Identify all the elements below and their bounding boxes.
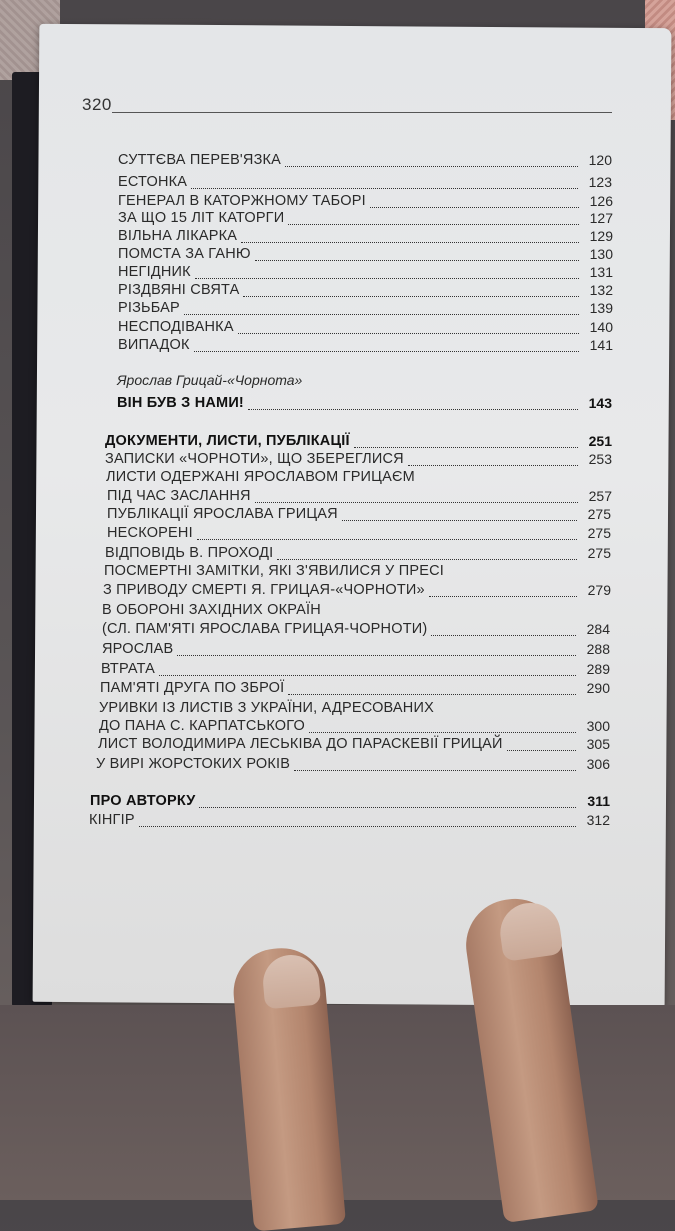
toc-entry-title: ЯРОСЛАВ	[102, 641, 174, 657]
toc-entry	[0, 793, 675, 813]
toc-entry-title: ВІДПОВІДЬ В. ПРОХОДІ	[105, 545, 274, 561]
toc-entry-title: НЕГІДНИК	[118, 264, 191, 280]
toc-leader-dots	[177, 654, 576, 656]
toc-leader-dots	[191, 187, 578, 189]
toc-entry-page: 131	[589, 264, 613, 280]
toc-leader-dots	[248, 408, 578, 410]
toc-leader-dots	[370, 206, 579, 208]
toc-entry	[0, 812, 675, 832]
toc-entry	[0, 641, 675, 661]
toc-entry	[0, 756, 675, 776]
toc-entry-title: ПІД ЧАС ЗАСЛАННЯ	[107, 488, 251, 504]
toc-leader-dots	[195, 277, 579, 279]
toc-entry-title: НЕСПОДІВАНКА	[118, 319, 234, 335]
toc-leader-dots	[241, 241, 579, 243]
toc-leader-dots	[139, 825, 576, 827]
toc-entry-page: 305	[586, 736, 610, 752]
toc-leader-dots	[431, 634, 576, 636]
toc-leader-dots	[354, 446, 578, 448]
toc-entry-page: 126	[589, 193, 613, 209]
toc-entry	[0, 433, 675, 453]
toc-leader-dots	[159, 674, 576, 676]
toc-entry-title: (СЛ. ПАМ'ЯТІ ЯРОСЛАВА ГРИЦАЯ-ЧОРНОТИ)	[102, 621, 428, 637]
toc-entry-title: В ОБОРОНІ ЗАХІДНИХ ОКРАЇН	[102, 602, 321, 618]
toc-entry	[0, 319, 675, 339]
toc-entry	[0, 246, 675, 266]
header-rule	[112, 112, 612, 113]
toc-entry-title: ВІН БУВ З НАМИ!	[117, 395, 244, 411]
toc-leader-dots	[255, 259, 579, 261]
toc-entry-title: ПРО АВТОРКУ	[90, 793, 196, 809]
toc-leader-dots	[285, 165, 578, 167]
toc-entry-title: СУТТЄВА ПЕРЕВ'ЯЗКА	[118, 152, 282, 168]
toc-entry-page: 284	[586, 621, 610, 637]
toc-entry-title: ПОМСТА ЗА ГАНЮ	[118, 246, 251, 262]
toc-leader-dots	[408, 464, 578, 466]
toc-entry-title: У ВИРІ ЖОРСТОКИХ РОКІВ	[96, 756, 291, 772]
toc-leader-dots	[288, 693, 576, 695]
toc-leader-dots	[309, 731, 576, 733]
toc-leader-dots	[243, 295, 579, 297]
toc-leader-dots	[238, 332, 579, 334]
toc-leader-dots	[197, 538, 577, 540]
toc-entry-page: 123	[588, 174, 612, 190]
toc-leader-dots	[294, 769, 576, 771]
toc-entry-page: 279	[587, 582, 611, 598]
toc-leader-dots	[194, 350, 579, 352]
toc-entry	[0, 680, 675, 700]
toc-entry-title: РІЗДВЯНІ СВЯТА	[118, 282, 240, 298]
toc-entry-title: НЕСКОРЕНІ	[107, 525, 193, 541]
toc-entry-page: 141	[589, 337, 613, 353]
toc-entry-page: 127	[589, 210, 613, 226]
toc-entry-page: 130	[589, 246, 613, 262]
toc-entry	[0, 488, 675, 508]
toc-entry-title: ЛИСТ ВОЛОДИМИРА ЛЕСЬКІВА ДО ПАРАСКЕВІЇ ГРИЦАЙ	[98, 736, 503, 752]
toc-entry	[0, 525, 675, 545]
toc-entry	[0, 264, 675, 284]
toc-entry	[0, 210, 675, 230]
toc-entry-page: 312	[586, 812, 610, 828]
toc-entry	[0, 602, 675, 622]
toc-entry-title: ВІЛЬНА ЛІКАРКА	[118, 228, 238, 244]
toc-entry-page: 120	[588, 152, 612, 168]
author-line: Ярослав Грицай-«Чорнота»	[117, 372, 303, 388]
toc-entry	[0, 582, 675, 602]
toc-leader-dots	[199, 806, 576, 808]
toc-entry-title: КІНГІР	[89, 812, 135, 828]
toc-entry-page: 290	[586, 680, 610, 696]
toc-leader-dots	[507, 749, 576, 751]
toc-entry-title: УРИВКИ ІЗ ЛИСТІВ З УКРАЇНИ, АДРЕСОВАНИХ	[99, 700, 434, 716]
toc-entry-page: 275	[587, 506, 611, 522]
toc-entry	[0, 395, 675, 415]
toc-entry	[0, 563, 675, 583]
toc-entry-title: ЗАПИСКИ «ЧОРНОТИ», ЩО ЗБЕРЕГЛИСЯ	[105, 451, 404, 467]
toc-entry-title: ПОСМЕРТНІ ЗАМІТКИ, ЯКІ З'ЯВИЛИСЯ У ПРЕСІ	[104, 563, 444, 579]
toc-entry-title: РІЗЬБАР	[118, 300, 180, 316]
toc-entry	[0, 469, 675, 489]
toc-entry-page: 300	[586, 718, 610, 734]
toc-entry-page: 275	[587, 545, 611, 561]
toc-entry	[0, 661, 675, 681]
toc-entry-title: ВТРАТА	[101, 661, 156, 677]
toc-entry-title: З ПРИВОДУ СМЕРТІ Я. ГРИЦАЯ-«ЧОРНОТИ»	[103, 582, 425, 598]
toc-entry	[0, 282, 675, 302]
toc-entry-page: 288	[586, 641, 610, 657]
toc-entry-title: ЛИСТИ ОДЕРЖАНІ ЯРОСЛАВОМ ГРИЦАЄМ	[106, 469, 415, 485]
toc-entry-page: 311	[587, 793, 610, 809]
toc-entry-title: ДО ПАНА С. КАРПАТСЬКОГО	[99, 718, 305, 734]
toc-entry-title: ПАМ'ЯТІ ДРУГА ПО ЗБРОЇ	[100, 680, 285, 696]
toc-entry	[0, 621, 675, 641]
toc-entry-page: 129	[589, 228, 613, 244]
toc-entry	[0, 228, 675, 248]
page-number: 320	[82, 95, 112, 114]
toc-leader-dots	[342, 519, 577, 521]
toc-entry	[0, 337, 675, 357]
toc-leader-dots	[184, 313, 579, 315]
toc-entry-page: 143	[588, 395, 612, 411]
toc-leader-dots	[277, 558, 577, 560]
toc-entry-title: ДОКУМЕНТИ, ЛИСТИ, ПУБЛІКАЦІЇ	[105, 433, 350, 449]
toc-entry-title: ПУБЛІКАЦІЇ ЯРОСЛАВА ГРИЦАЯ	[107, 506, 338, 522]
toc-entry-page: 140	[589, 319, 613, 335]
toc-entry-page: 139	[589, 300, 613, 316]
toc-entry	[0, 451, 675, 471]
toc-leader-dots	[429, 595, 577, 597]
toc-entry	[0, 300, 675, 320]
toc-entry-page: 253	[588, 451, 612, 467]
toc-entry-page: 275	[587, 525, 611, 541]
toc-leader-dots	[255, 501, 578, 503]
toc-entry	[0, 152, 675, 172]
toc-entry-title: ГЕНЕРАЛ В КАТОРЖНОМУ ТАБОРІ	[118, 193, 366, 209]
toc-entry	[0, 700, 675, 720]
toc-entry-page: 257	[588, 488, 612, 504]
toc-entry-page: 251	[588, 433, 612, 449]
toc-leader-dots	[288, 223, 579, 225]
toc-entry-page: 289	[586, 661, 610, 677]
toc-entry	[0, 545, 675, 565]
toc-entry-title: ЕСТОНКА	[118, 174, 188, 190]
toc-entry-page: 306	[586, 756, 610, 772]
toc-entry-title: ЗА ЩО 15 ЛІТ КАТОРГИ	[118, 210, 285, 226]
toc-entry-page: 132	[589, 282, 613, 298]
toc-entry	[0, 174, 675, 194]
toc-entry	[0, 718, 675, 738]
toc-entry	[0, 506, 675, 526]
toc-entry	[0, 736, 675, 756]
toc-entry-title: ВИПАДОК	[118, 337, 190, 353]
